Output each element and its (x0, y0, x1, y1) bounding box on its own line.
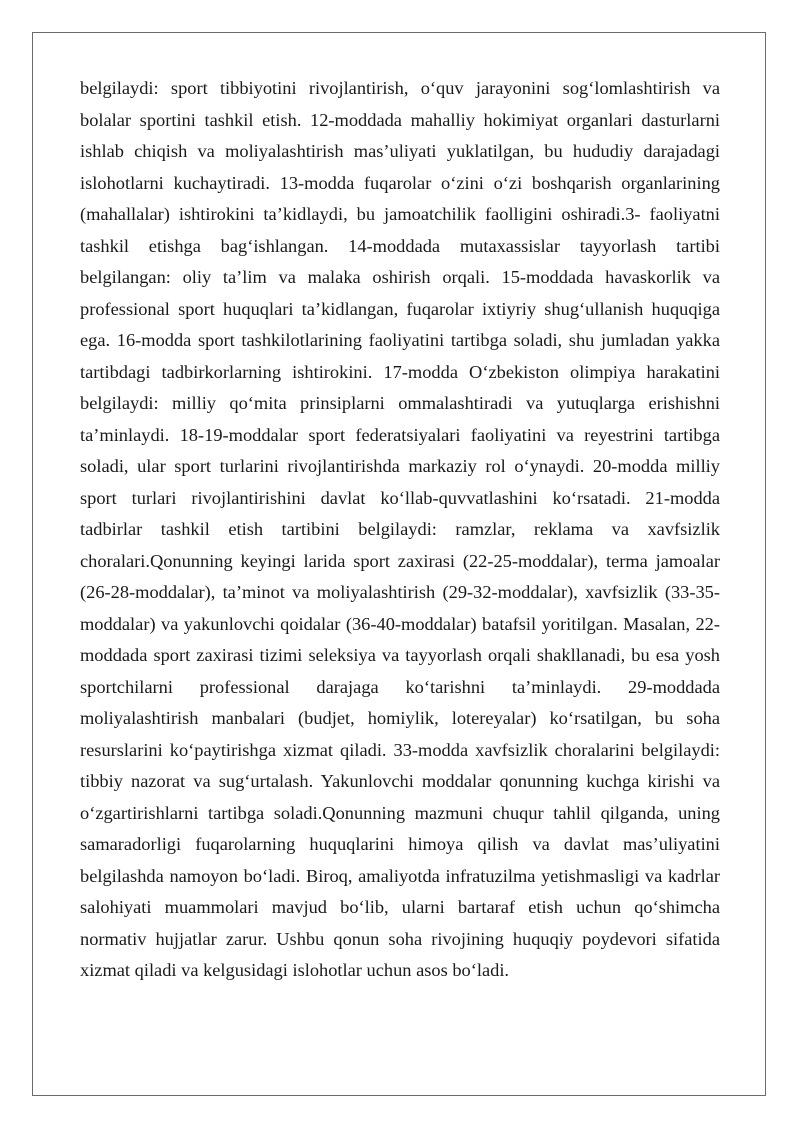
body-paragraph: belgilaydi: sport tibbiyotini rivojlantirish, o‘quv jarayonini sog‘lomlashtirish va bolalar sportini tashkil etish. 12-moddada mahalliy hokimiyat organlari dasturlarni ishlab chiqish va moliyalashtirish mas’uliyati yuklatilgan, bu hududiy darajadagi islohotlarni kuchaytiradi. 13-modda fuqarolar o‘zini o‘zi boshqarish organlarining (mahallalar) ishtirokini ta’kidlaydi, bu jamoatchilik faolligini oshiradi.3- faoliyatni tashkil etishga bag‘ishlangan. 14-moddada mutaxassislar tayyorlash tartibi belgilangan: oliy ta’lim va malaka oshirish orqali. 15-moddada havaskorlik va professional sport huquqlari ta’kidlangan, fuqarolar ixtiyriy shug‘ullanish huquqiga ega. 16-modda sport tashkilotlarining faoliyatini tartibga soladi, shu jumladan yakka tartibdagi tadbirkorlarning ishtirokini. 17-modda O‘zbekiston olimpiya harakatini belgilaydi: milliy qo‘mita prinsiplarni ommalashtiradi va yutuqlarga erishishni ta’minlaydi. 18-19-moddalar sport federatsiyalari faoliyatini va reyestrini tartibga soladi, ular sport turlarini rivojlantirishda markaziy rol o‘ynaydi. 20-modda milliy sport turlari rivojlantirishini davlat ko‘llab-quvvatlashini ko‘rsatadi. 21-modda tadbirlar tashkil etish tartibini belgilaydi: ramzlar, reklama va xavfsizlik choralari.Qonunning keyingi larida sport zaxirasi (22-25-moddalar), terma jamoalar (26-28-moddalar), ta’minot va moliyalashtirish (29-32-moddalar), xavfsizlik (33-35-moddalar) va yakunlovchi qoidalar (36-40-moddalar) batafsil yoritilgan. Masalan, 22-moddada sport zaxirasi tizimi seleksiya va tayyorlash orqali shakllanadi, bu esa yosh sportchilarni professional darajaga ko‘tarishni ta’minlaydi. 29-moddada moliyalashtirish manbalari (budjet, homiylik, lotereyalar) ko‘rsatilgan, bu soha resurslarini ko‘paytirishga xizmat qiladi. 33-modda xavfsizlik choralarini belgilaydi: tibbiy nazorat va sug‘urtalash. Yakunlovchi moddalar qonunning kuchga kirishi va o‘zgartirishlarni tartibga soladi.Qonunning mazmuni chuqur tahlil qilganda, uning samaradorligi fuqarolarning huquqlarini himoya qilish va davlat mas’uliyatini belgilashda namoyon bo‘ladi. Biroq, amaliyotda infratuzilma yetishmasligi va kadrlar salohiyati muammolari mavjud bo‘lib, ularni bartaraf etish uchun qo‘shimcha normativ hujjatlar zarur. Ushbu qonun soha rivojining huquqiy poydevori sifatida xizmat qiladi va kelgusidagi islohotlar uchun asos bo‘ladi. (80, 78, 720, 980)
